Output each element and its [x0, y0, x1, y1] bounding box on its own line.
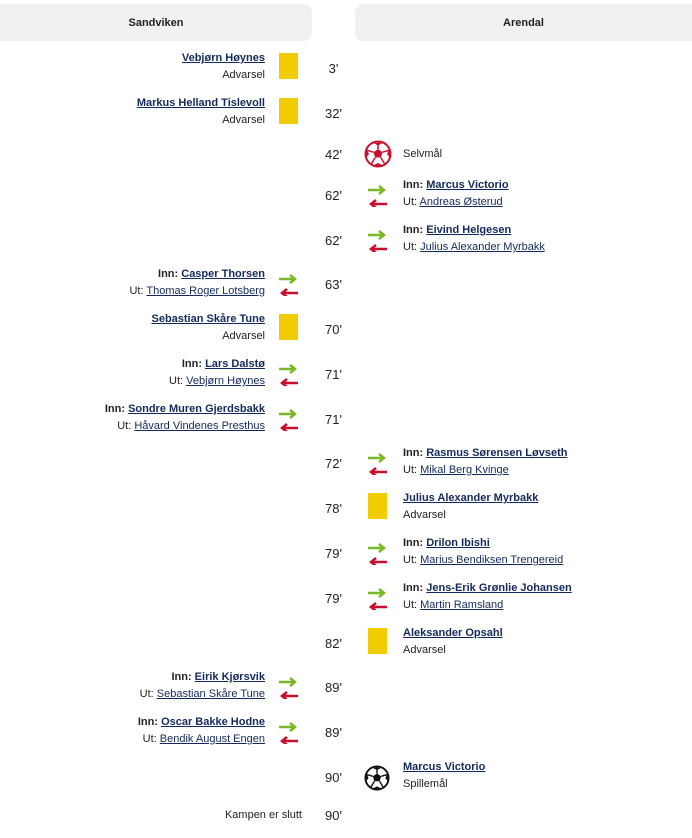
event-minute: 79'	[325, 545, 342, 561]
event-minute: 70'	[325, 321, 342, 337]
yellow-card-icon	[367, 627, 388, 655]
event-substitution	[0, 354, 692, 394]
event-substitution	[0, 443, 692, 483]
event-desc: Advarsel	[222, 114, 265, 126]
player-link[interactable]: Marcus Victorio	[403, 761, 486, 773]
event-yellow-card	[0, 309, 692, 349]
home-team-header	[0, 4, 312, 41]
event-text	[151, 311, 265, 345]
own-goal-ball-icon	[364, 140, 392, 168]
event-minute: 62'	[325, 187, 342, 203]
event-text	[403, 535, 563, 569]
event-text	[403, 146, 442, 163]
event-text	[140, 669, 265, 703]
substitution-icon	[367, 582, 388, 610]
event-substitution	[0, 578, 692, 618]
substitution-icon	[278, 358, 299, 386]
substitution-icon	[367, 447, 388, 475]
in-label: Inn:	[171, 671, 192, 683]
player-in-link[interactable]: Lars Dalstø	[205, 358, 265, 370]
in-label: Inn:	[403, 537, 424, 549]
player-in-link[interactable]: Rasmus Sørensen Løvseth	[426, 447, 568, 459]
player-in-link[interactable]: Casper Thorsen	[181, 268, 265, 280]
player-out-link[interactable]: Vebjørn Høynes	[186, 375, 265, 387]
event-desc: Selvmål	[403, 148, 443, 160]
substitution-icon	[278, 716, 299, 744]
event-text	[105, 401, 265, 435]
event-minute: 82'	[325, 635, 342, 651]
player-link[interactable]: Sebastian Skåre Tune	[151, 313, 265, 325]
match-end-text: Kampen er slutt	[224, 809, 302, 821]
yellow-card-icon	[278, 52, 299, 80]
player-out-link[interactable]: Martin Ramsland	[420, 599, 504, 611]
football-icon	[364, 765, 390, 791]
event-minute: 32'	[325, 105, 342, 121]
event-minute: 90'	[325, 769, 342, 785]
out-label: Ut:	[142, 733, 157, 745]
event-text	[403, 580, 572, 614]
yellow-card-icon	[367, 492, 388, 520]
event-yellow-card	[0, 48, 692, 88]
player-in-link[interactable]: Marcus Victorio	[426, 179, 509, 191]
event-minute: 71'	[325, 411, 342, 427]
in-label: Inn:	[181, 358, 203, 370]
yellow-card-icon	[278, 97, 299, 125]
event-substitution	[0, 399, 692, 439]
event-substitution	[0, 264, 692, 304]
event-minute: 90'	[325, 807, 342, 823]
player-out-link[interactable]: Marius Bendiksen Trengereid	[420, 554, 564, 566]
event-text	[169, 356, 265, 390]
substitution-icon	[367, 537, 388, 565]
in-label: Inn:	[403, 582, 424, 594]
event-substitution	[0, 175, 692, 215]
event-desc: Advarsel	[403, 509, 446, 521]
in-label: Inn:	[403, 447, 424, 459]
event-substitution	[0, 533, 692, 573]
event-yellow-card	[0, 93, 692, 133]
out-label: Ut:	[129, 285, 144, 297]
event-text	[182, 50, 265, 84]
event-yellow-card	[0, 488, 692, 528]
player-in-link[interactable]: Eivind Helgesen	[426, 224, 512, 236]
event-minute: 71'	[325, 366, 342, 382]
out-label: Ut:	[403, 554, 418, 566]
player-out-link[interactable]: Bendik August Engen	[159, 733, 265, 745]
player-out-link[interactable]: Håvard Vindenes Presthus	[134, 420, 265, 432]
substitution-icon	[278, 268, 299, 296]
yellow-card-icon	[278, 313, 299, 341]
event-minute: 63'	[325, 276, 342, 292]
substitution-icon	[367, 179, 388, 207]
player-in-link[interactable]: Oscar Bakke Hodne	[161, 716, 265, 728]
player-in-link[interactable]: Eirik Kjørsvik	[194, 671, 265, 683]
substitution-icon	[278, 671, 299, 699]
event-text	[403, 759, 485, 793]
out-label: Ut:	[403, 599, 418, 611]
event-minute: 42'	[325, 146, 342, 162]
home-team-name: Sandviken	[128, 16, 184, 29]
event-minute: 72'	[325, 455, 342, 471]
out-label: Ut:	[169, 375, 184, 387]
event-text	[403, 445, 567, 479]
out-label: Ut:	[403, 241, 418, 253]
player-out-link[interactable]: Julius Alexander Myrbakk	[420, 241, 545, 253]
player-in-link[interactable]: Drilon Ibishi	[426, 537, 490, 549]
event-minute: 89'	[325, 724, 342, 740]
player-out-link[interactable]: Sebastian Skåre Tune	[156, 688, 265, 700]
event-substitution	[0, 712, 692, 752]
out-label: Ut:	[403, 464, 418, 476]
event-goal	[0, 757, 692, 797]
event-minute: 78'	[325, 500, 342, 516]
player-in-link[interactable]: Sondre Muren Gjerdsbakk	[128, 403, 265, 415]
event-match-end	[0, 795, 692, 835]
event-desc: Advarsel	[222, 330, 265, 342]
event-substitution	[0, 220, 692, 260]
event-text	[137, 95, 265, 129]
event-substitution	[0, 667, 692, 707]
event-text	[138, 714, 265, 748]
out-label: Ut:	[117, 420, 132, 432]
event-text	[403, 177, 509, 211]
event-text	[403, 490, 538, 524]
out-label: Ut:	[403, 196, 418, 208]
in-label: Inn:	[403, 179, 424, 191]
player-out-link[interactable]: Mikal Berg Kvinge	[420, 464, 509, 476]
event-text	[403, 625, 503, 659]
player-out-link[interactable]: Thomas Roger Lotsberg	[146, 285, 265, 297]
event-text	[129, 266, 265, 300]
player-in-link[interactable]: Jens-Erik Grønlie Johansen	[426, 582, 572, 594]
player-link[interactable]: Aleksander Opsahl	[403, 627, 503, 639]
event-minute: 89'	[325, 679, 342, 695]
in-label: Inn:	[104, 403, 125, 415]
player-link[interactable]: Vebjørn Høynes	[181, 52, 265, 64]
in-label: Inn:	[403, 224, 424, 236]
substitution-icon	[367, 224, 388, 252]
in-label: Inn:	[137, 716, 158, 728]
event-desc: Advarsel	[403, 644, 446, 656]
player-link[interactable]: Julius Alexander Myrbakk	[403, 492, 539, 504]
substitution-icon	[278, 403, 299, 431]
event-yellow-card	[0, 623, 692, 663]
event-minute: 3'	[328, 60, 339, 76]
in-label: Inn:	[158, 268, 179, 280]
out-label: Ut:	[139, 688, 154, 700]
event-desc: Spillemål	[403, 778, 448, 790]
player-link[interactable]: Markus Helland Tislevoll	[136, 97, 265, 109]
event-text	[403, 222, 545, 256]
away-team-name: Arendal	[503, 16, 544, 29]
player-out-link[interactable]: Andreas Østerud	[419, 196, 503, 208]
away-team-header	[355, 4, 692, 41]
event-own-goal	[0, 134, 692, 174]
event-minute: 79'	[325, 590, 342, 606]
event-desc: Advarsel	[222, 69, 265, 81]
event-minute: 62'	[325, 232, 342, 248]
